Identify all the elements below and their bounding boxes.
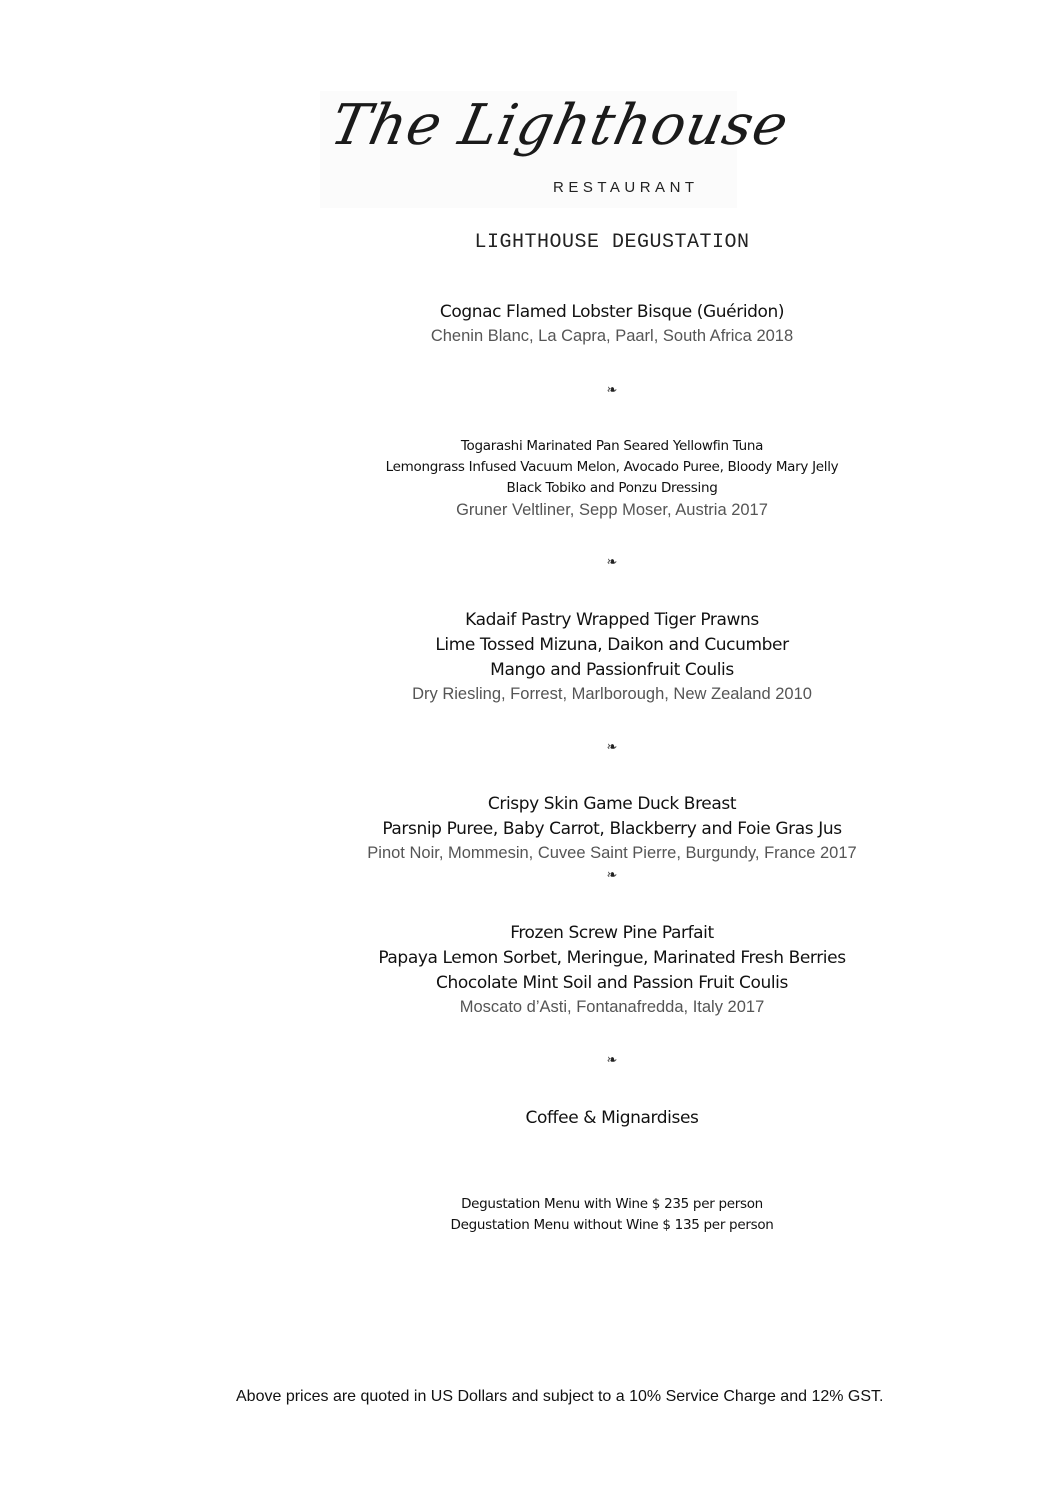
course-2 [0,436,1059,522]
ornament-icon: ❧ [606,868,618,883]
dish-description: Parsnip Puree, Baby Carrot, Blackberry and Foie Gras Jus [382,819,842,839]
wine-pairing: Dry Riesling, Forrest, Marlborough, New Zealand 2010 [412,685,812,703]
logo-script-text: The Lighthouse [325,93,795,158]
dish-name: Cognac Flamed Lobster Bisque (Guéridon) [439,302,785,322]
dish-description: Mango and Passionfruit Coulis [490,660,734,680]
wine-pairing: Gruner Veltliner, Sepp Moser, Austria 2017 [456,501,768,519]
course-3 [0,608,1059,706]
wine-pairing: Moscato d’Asti, Fontanafredda, Italy 2017 [459,998,765,1016]
ornament-icon: ❧ [606,740,618,755]
dish-name: Crispy Skin Game Duck Breast [487,794,737,814]
menu-title: LIGHTHOUSE DEGUSTATION [474,231,750,254]
dish-description: Chocolate Mint Soil and Passion Fruit Coulis [436,973,788,993]
wine-pairing: Chenin Blanc, La Capra, Paarl, South Africa 2018 [430,327,794,345]
ornament-icon: ❧ [606,1053,618,1068]
dish-name: Togarashi Marinated Pan Seared Yellowfin Tuna [460,438,764,454]
course-1 [0,300,1059,348]
dish-name: Kadaif Pastry Wrapped Tiger Prawns [465,610,759,630]
dish-description: Black Tobiko and Ponzu Dressing [506,480,718,496]
pricing [0,1194,1059,1236]
footer-note: Above prices are quoted in US Dollars and subject to a 10% Service Charge and 12% GST. [236,1388,884,1405]
dish-description: Lemongrass Infused Vacuum Melon, Avocado Puree, Bloody Mary Jelly [385,459,839,475]
ornament-icon: ❧ [606,383,618,398]
dish-name: Coffee & Mignardises [525,1108,699,1128]
dish-description: Lime Tossed Mizuna, Daikon and Cucumber [435,635,789,655]
dish-description: Papaya Lemon Sorbet, Meringue, Marinated Fresh Berries [378,948,846,968]
course-6 [0,1106,1059,1131]
dish-name: Frozen Screw Pine Parfait [510,923,714,943]
price-without-wine: Degustation Menu without Wine $ 135 per person [450,1217,774,1233]
ornament-icon: ❧ [606,555,618,570]
course-4 [0,792,1059,865]
price-with-wine: Degustation Menu with Wine $ 235 per person [461,1196,763,1212]
wine-pairing: Pinot Noir, Mommesin, Cuvee Saint Pierre, Burgundy, France 2017 [367,844,857,862]
logo-subtitle: RESTAURANT [553,179,699,196]
restaurant-logo [320,91,795,208]
course-5 [0,921,1059,1019]
